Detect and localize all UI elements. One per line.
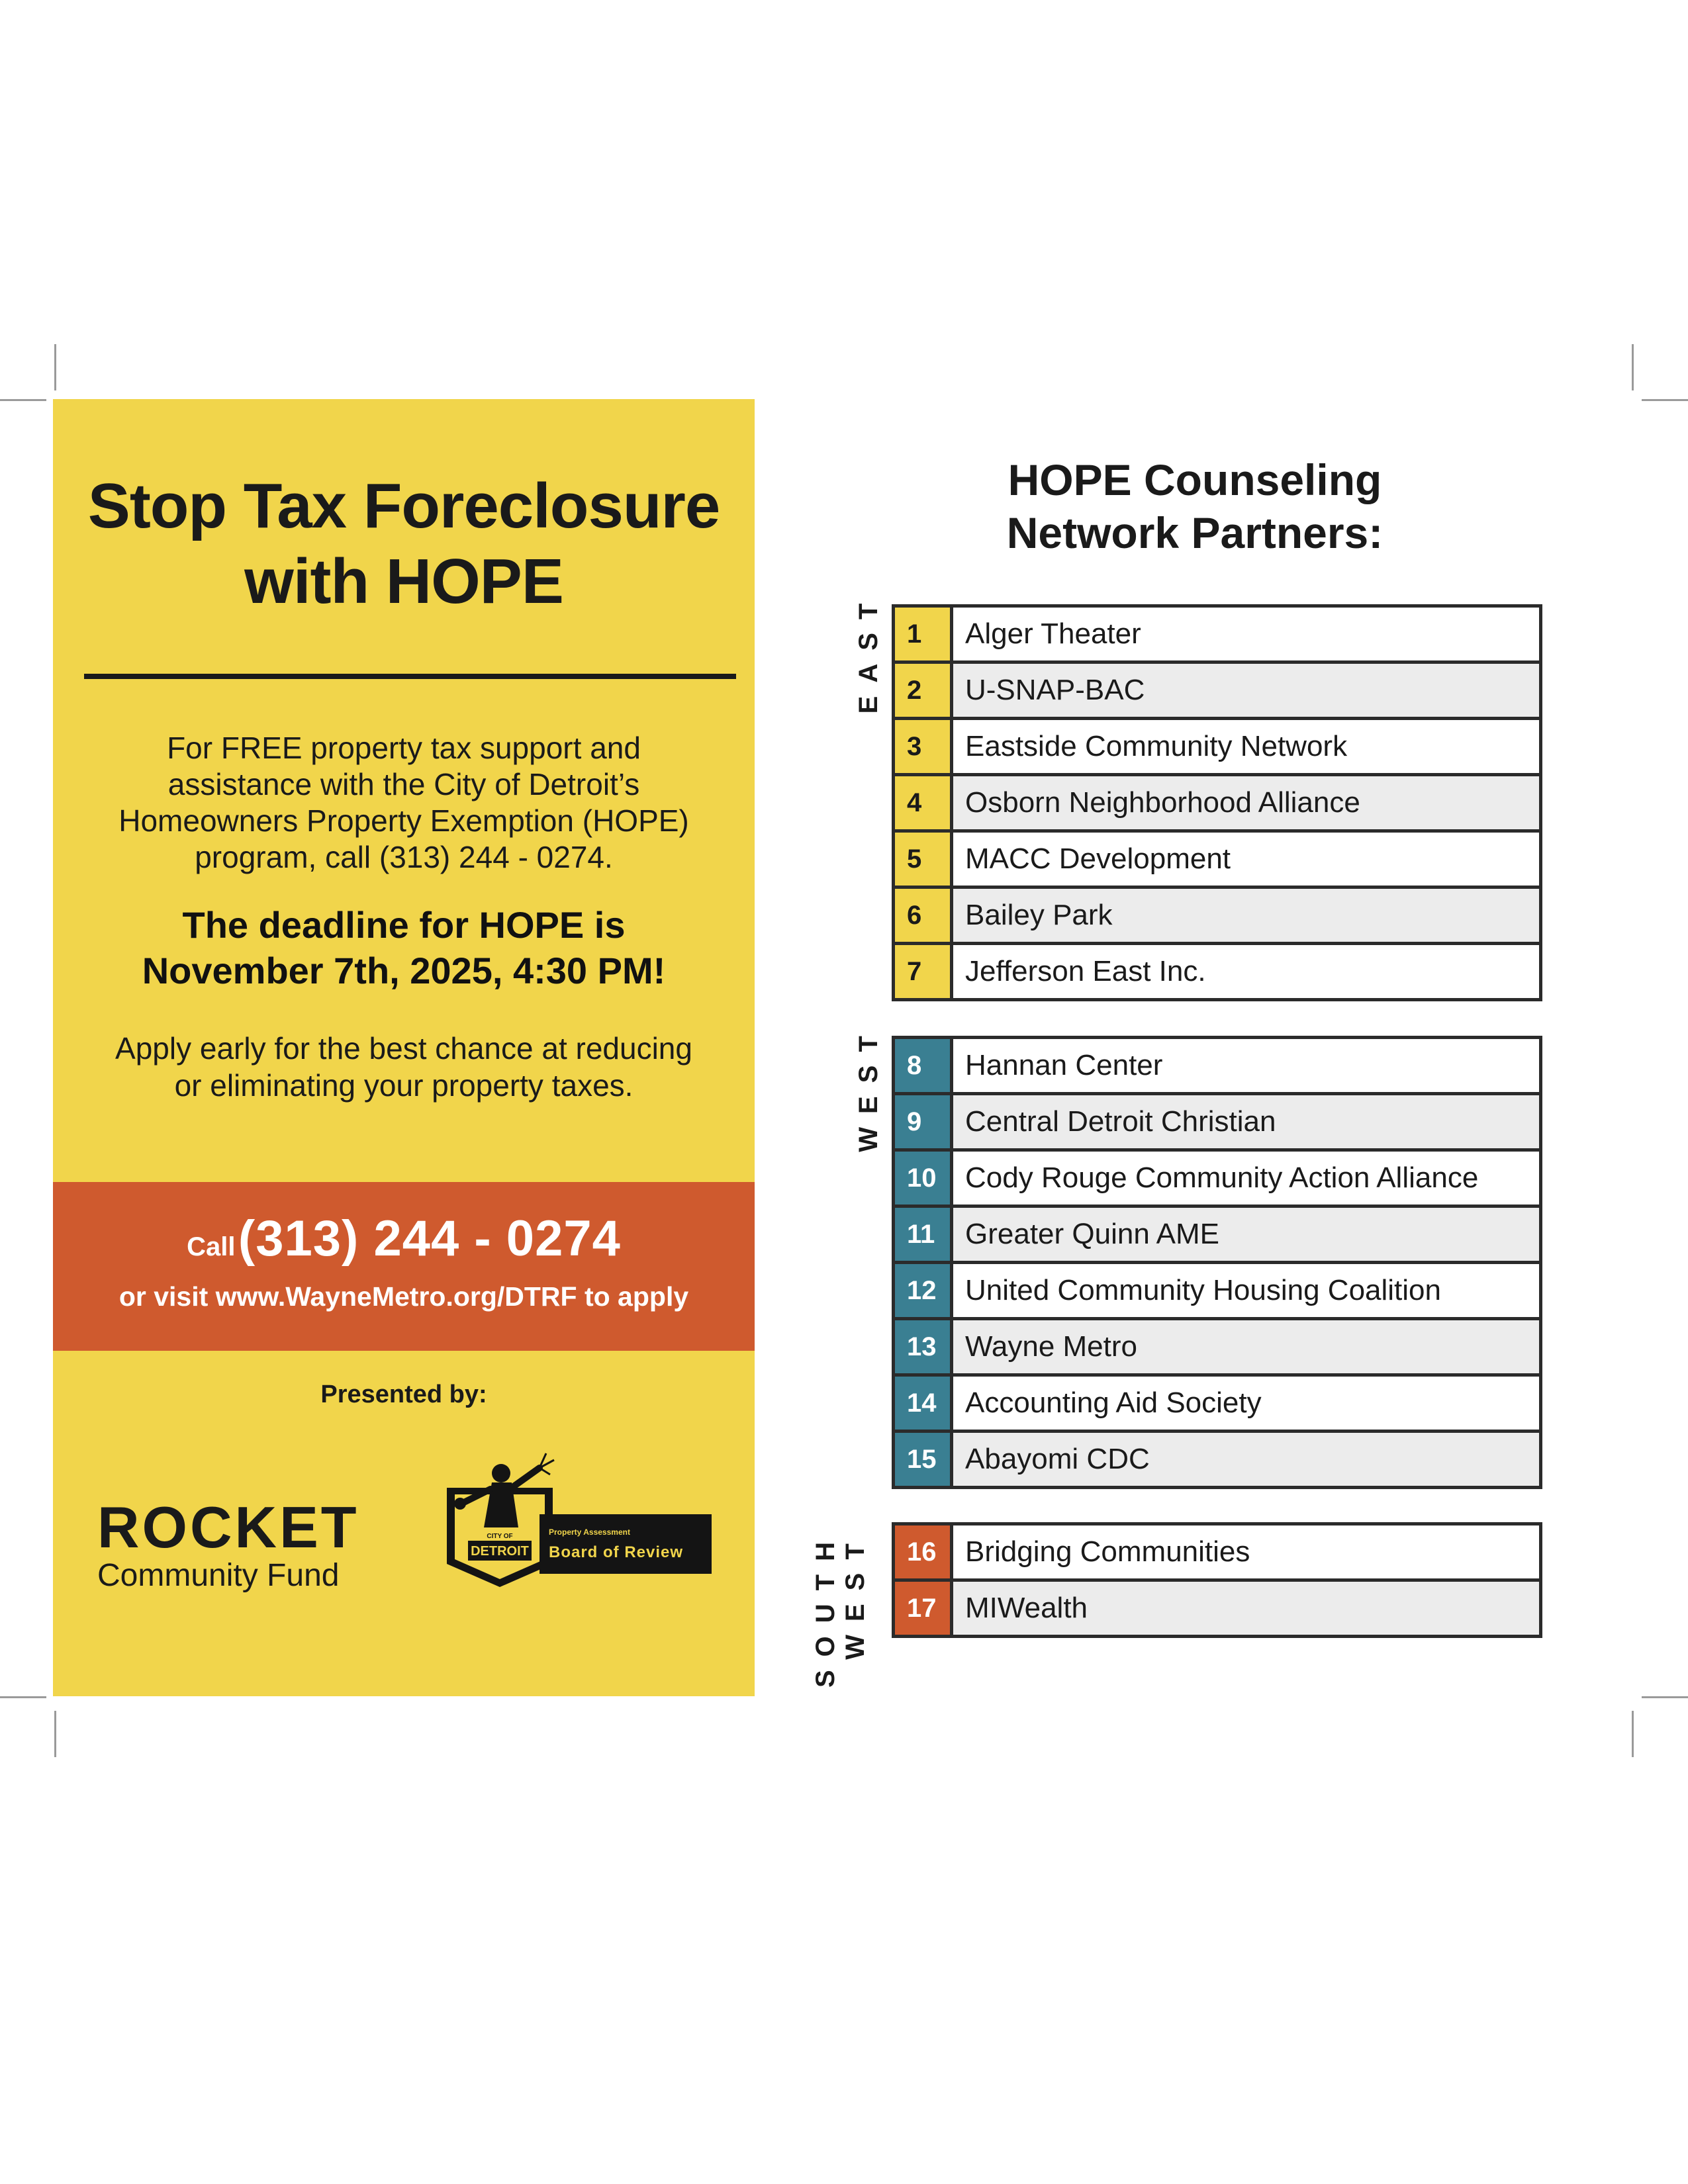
partners-title-line-1: HOPE Counseling <box>1008 455 1382 504</box>
row-partner-name: Central Detroit Christian <box>953 1095 1539 1148</box>
title-line-2: with HOPE <box>244 546 563 617</box>
row-number: 9 <box>895 1095 953 1148</box>
table-row <box>895 1317 1539 1373</box>
row-partner-name: Eastside Community Network <box>965 730 1348 762</box>
row-partner-name: Jefferson East Inc. <box>965 955 1206 987</box>
rocket-logo-subtitle: Community Fund <box>97 1558 340 1593</box>
crop-mark-tl-h <box>0 399 46 401</box>
call-to-action-banner <box>53 1182 755 1351</box>
table-row <box>895 773 1539 829</box>
southwest-partners-table <box>892 1522 1542 1638</box>
intro-line-3: Homeowners Property Exemption (HOPE) <box>118 803 689 838</box>
row-partner-name: Cody Rouge Community Action Alliance <box>965 1161 1479 1194</box>
row-partner-name: U-SNAP-BAC <box>953 664 1539 717</box>
row-number: 8 <box>895 1039 953 1092</box>
table-row <box>895 660 1539 717</box>
row-number: 6 <box>895 889 953 942</box>
east-partners-table <box>892 604 1542 1001</box>
crop-mark-tr-h <box>1642 399 1688 401</box>
row-partner-name: Abayomi CDC <box>953 1433 1539 1486</box>
apply-line-2: or eliminating your property taxes. <box>174 1068 633 1103</box>
region-label-south: SOUTH <box>811 1529 840 1688</box>
partners-title-line-2: Network Partners: <box>1006 508 1383 557</box>
cta-call-label: Call <box>187 1232 236 1261</box>
table-row <box>895 1261 1539 1317</box>
west-partners-table <box>892 1036 1542 1489</box>
region-label-east: EAST <box>854 590 883 714</box>
table-row <box>895 1525 1539 1578</box>
title-divider <box>84 674 736 679</box>
table-row <box>895 608 1539 660</box>
table-row <box>895 717 1539 773</box>
row-partner-name: Greater Quinn AME <box>953 1208 1539 1261</box>
table-row <box>895 1430 1539 1486</box>
table-row <box>895 1092 1539 1148</box>
row-partner-name: Hannan Center <box>965 1049 1163 1081</box>
seal-city-of-text: CITY OF <box>487 1533 513 1540</box>
row-number: 5 <box>895 833 953 886</box>
rocket-logo-wordmark: ROCKET <box>97 1494 359 1560</box>
intro-line-4: program, call (313) 244 - 0274. <box>195 840 613 874</box>
table-row <box>895 1148 1539 1205</box>
row-number: 17 <box>895 1582 953 1635</box>
cta-website-line[interactable]: or visit www.WayneMetro.org/DTRF to apply <box>118 1281 689 1312</box>
bor-property-assessment: Property Assessment <box>549 1527 630 1537</box>
row-number: 11 <box>895 1208 953 1261</box>
table-row <box>895 886 1539 942</box>
title-line-1: Stop Tax Foreclosure <box>87 471 720 541</box>
row-number: 12 <box>895 1264 953 1317</box>
row-number: 16 <box>895 1525 953 1578</box>
row-number: 10 <box>895 1152 953 1205</box>
crop-mark-tr-v <box>1632 344 1634 390</box>
apply-line-1: Apply early for the best chance at reducing <box>115 1031 692 1066</box>
region-label-southwest-west: WEST <box>841 1530 870 1660</box>
intro-text <box>86 730 722 876</box>
table-row <box>895 1039 1539 1092</box>
table-row <box>895 829 1539 886</box>
crop-mark-bl-h <box>0 1696 46 1698</box>
table-row <box>895 1205 1539 1261</box>
row-number: 4 <box>895 776 953 829</box>
row-number: 2 <box>895 664 953 717</box>
row-partner-name: United Community Housing Coalition <box>965 1274 1441 1306</box>
bor-board-of-review: Board of Review <box>549 1543 684 1561</box>
seal-detroit-text: DETROIT <box>471 1544 529 1559</box>
row-partner-name: Bailey Park <box>953 889 1539 942</box>
table-row <box>895 1578 1539 1635</box>
intro-line-2: assistance with the City of Detroit’s <box>167 767 640 801</box>
rocket-community-fund-logo <box>97 1494 389 1594</box>
presented-by-label: Presented by: <box>320 1381 487 1408</box>
crop-mark-br-v <box>1632 1711 1634 1757</box>
row-number: 13 <box>895 1320 953 1373</box>
deadline-line-1: The deadline for HOPE is <box>182 904 626 946</box>
crop-mark-bl-v <box>54 1711 56 1757</box>
row-number: 7 <box>895 945 953 998</box>
table-row <box>895 1373 1539 1430</box>
partners-title <box>927 453 1463 559</box>
apply-text <box>86 1030 722 1104</box>
row-number: 1 <box>895 608 953 660</box>
board-of-review-badge <box>539 1514 712 1574</box>
region-label-west: WEST <box>854 1023 883 1152</box>
table-row <box>895 942 1539 998</box>
row-partner-name: MACC Development <box>965 842 1231 875</box>
row-partner-name: Accounting Aid Society <box>965 1387 1262 1419</box>
flyer-title <box>53 469 755 619</box>
row-partner-name: MIWealth <box>953 1582 1539 1635</box>
row-partner-name: Osborn Neighborhood Alliance <box>953 776 1539 829</box>
deadline-text <box>73 902 735 993</box>
deadline-line-2: November 7th, 2025, 4:30 PM! <box>142 950 666 991</box>
cta-phone-line <box>53 1210 755 1267</box>
flyer-panel <box>53 399 755 1696</box>
row-number: 14 <box>895 1377 953 1430</box>
crop-mark-tl-v <box>54 344 56 390</box>
intro-line-1: For FREE property tax support and <box>167 731 641 765</box>
row-number: 15 <box>895 1433 953 1486</box>
row-partner-name: Alger Theater <box>965 617 1141 650</box>
row-partner-name: Bridging Communities <box>965 1535 1250 1568</box>
row-partner-name: Wayne Metro <box>953 1320 1539 1373</box>
crop-mark-br-h <box>1642 1696 1688 1698</box>
cta-phone-number[interactable]: (313) 244 - 0274 <box>238 1210 621 1267</box>
row-number: 3 <box>895 720 953 773</box>
